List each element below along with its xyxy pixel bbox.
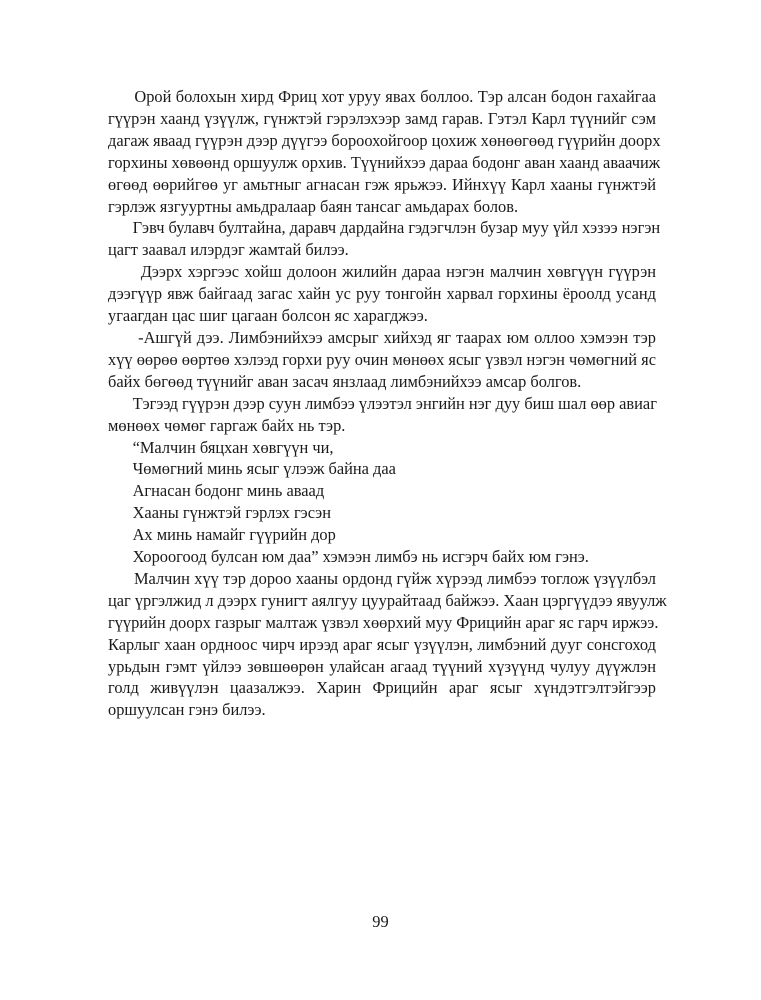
verse-line: Ах минь намайг гүүрийн дор xyxy=(108,525,336,545)
text-line: Тэгээд гүүрэн дээр суун лимбээ үлээтэл энгийн нэг дуу биш шал өөр авиаг xyxy=(108,393,657,413)
text-line: байх бөгөөд түүнийг аван засач янзлаад лимбэнийхээ амсар болгов. xyxy=(108,371,582,391)
verse-line: Агнасан бодонг минь аваад xyxy=(108,481,325,501)
text-line: Гэвч булавч бултайна, даравч дардайна гэдэгчлэн бузар муу үйл хэзээ нэгэн xyxy=(108,218,661,238)
text-line: дээгүүр явж байгаад загас хайн ус руу тонгойн харвал горхины ёроолд усанд xyxy=(108,284,656,304)
text-line: Дээрх хэргээс хойш долоон жилийн дараа нэгэн малчин хөвгүүн гүүрэн xyxy=(108,262,656,282)
story-text xyxy=(108,86,667,721)
text-line: гүүрэн хаанд үзүүлж, гүнжтэй гэрэлэхээр замд гарав. Гэтэл Карл түүнийг сэм xyxy=(108,108,656,128)
text-line: цагт заавал илэрдэг жамтай билээ. xyxy=(108,240,349,260)
paragraph xyxy=(108,568,667,721)
text-line: гэрлэж язгууртны амьдралаар баян тансаг амьдарах болов. xyxy=(108,196,519,216)
paragraph xyxy=(108,86,661,217)
text-line: өгөөд өөрийгөө уг амьтныг агнасан гэж ярьжээ. Ийнхүү Карл хааны гүнжтэй xyxy=(108,174,656,194)
text-line: гүүрийн доорх газрыг малтаж үзвэл хөөрхий муу Фрицийн араг яс гарч иржээ. xyxy=(108,612,659,632)
text-line: Карлыг хаан ордноос чирч ирээд араг ясыг үзүүлэн, лимбэний дууг сонсгоход xyxy=(108,634,656,654)
text-line: дагаж яваад гүүрэн дээр дүүгээ бороохойгоор цохиж хөнөөгөөд гүүрийн доорх xyxy=(108,130,661,150)
paragraph xyxy=(108,327,656,393)
verse-stanza xyxy=(108,437,656,568)
text-line: цаг үргэлжид л дээрх гунигт аялгуу цуурайтаад байжээ. Хаан цэргүүдээ явуулж xyxy=(108,590,667,610)
text-line: голд живүүлэн цаазалжээ. Харин Фрицийн араг ясыг хүндэтгэлтэйгээр xyxy=(108,678,656,698)
text-line: хүү өөрөө өөртөө хэлээд горхи руу очин мөнөөх ясыг үзвэл нэгэн чөмөгний яс xyxy=(108,349,656,369)
text-line: горхины хөвөөнд оршуулж орхив. Түүнийхээ дараа бодонг аван хаанд аваачиж xyxy=(108,152,661,172)
text-line: мөнөөх чөмөг гаргаж байх нь тэр. xyxy=(108,415,346,435)
text-line: оршуулсан гэнэ билээ. xyxy=(108,700,266,720)
text-line: Малчин хүү тэр дороо хааны ордонд гүйж хүрээд лимбээ тоглож үзүүлбэл xyxy=(108,568,656,588)
verse-line: Хааны гүнжтэй гэрлэх гэсэн xyxy=(108,503,331,523)
verse-line: Чөмөгний минь ясыг үлээж байна даа xyxy=(108,459,396,479)
paragraph xyxy=(108,217,661,261)
text-line: урьдын гэмт үйлээ зөвшөөрөн улайсан агаад түүний хүзүүнд чулуу дүүжлэн xyxy=(108,656,656,676)
verse-line: “Малчин бяцхан хөвгүүн чи, xyxy=(108,437,334,457)
page-number: 99 xyxy=(372,912,389,931)
text-line: Орой болохын хирд Фриц хот уруу явах боллоо. Тэр алсан бодон гахайгаа xyxy=(108,87,656,106)
paragraph xyxy=(108,393,656,437)
text-line: -Ашгүй дээ. Лимбэнийхээ амсрыг хийхэд яг таарах юм оллоо хэмээн тэр xyxy=(108,327,656,347)
verse-line: Хороогоод булсан юм даа” хэмээн лимбэ нь исгэрч байх юм гэнэ. xyxy=(108,547,589,567)
paragraph xyxy=(108,261,656,327)
text-line: угаагдан цас шиг цагаан болсон яс харагджээ. xyxy=(108,306,428,326)
